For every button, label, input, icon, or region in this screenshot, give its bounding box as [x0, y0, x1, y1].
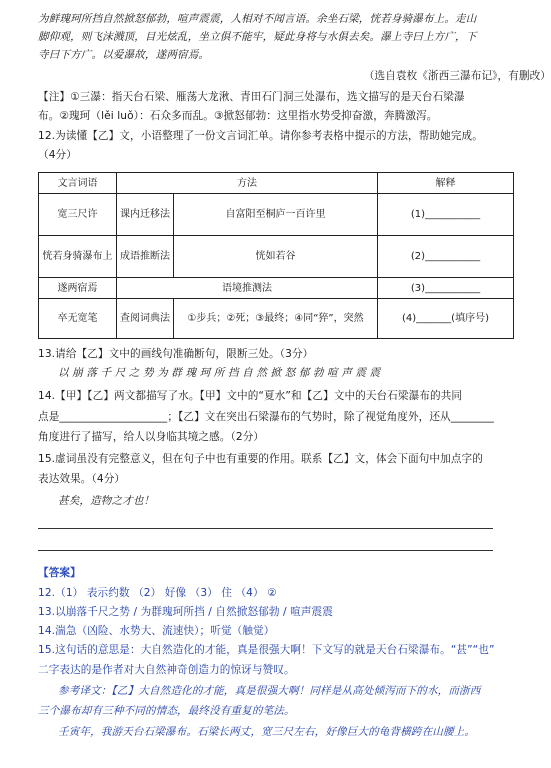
- question-15-quote: 甚矣，造物之才也！: [58, 495, 155, 507]
- answer-15: 二字表达的是作者对大自然神奇创造力的惊讶与赞叹。: [38, 664, 295, 676]
- table-row: [39, 194, 514, 236]
- answer-13: 13.以崩落千尺之势 / 为群瑰珂所挡 / 自然掀怒郁勃 / 喧声震震: [38, 606, 333, 618]
- table-row: [39, 236, 514, 278]
- answer-blank[interactable]: (3)___________: [378, 278, 514, 299]
- table-header-row: [39, 173, 514, 194]
- vocabulary-table: [38, 172, 514, 339]
- answer-blank[interactable]: (2)___________: [378, 236, 514, 278]
- answer-blank[interactable]: (1)___________: [378, 194, 514, 236]
- table-cell-method: 语境推测法: [117, 278, 378, 299]
- table-cell-word: 卒无宽笔: [39, 299, 117, 339]
- passage-line: 脚仰观，则飞沫溅顶，目光炫乱，坐立俱不能牢，疑此身将与水俱去矣。瀑上寺曰上方广，下: [38, 31, 477, 43]
- question-12-points: （4分）: [38, 149, 77, 161]
- table-header: 方法: [117, 173, 378, 194]
- table-cell-method: 课内迁移法: [117, 194, 174, 236]
- question-15-line: 表达效果。（4分）: [38, 473, 126, 485]
- table-header: 解释: [378, 173, 514, 194]
- table-header: 文言词语: [39, 173, 117, 194]
- note-line: 【注】①三瀑：指天台石梁、雁荡大龙湫、青田石门洞三处瀑布，选文描写的是天台石梁瀑: [38, 91, 465, 103]
- translation-line: 参考译文：【乙】大自然造化的才能，真是很强大啊！同样是从高处倾泻而下的水，而浙西: [58, 685, 481, 697]
- question-15-line: 15.虚词虽没有完整意义，但在句子中也有重要的作用。联系【乙】文，体会下面句中加点字的: [38, 453, 483, 465]
- answer-15: 15.这句话的意思是：大自然造化的才能，真是很强大啊！下文写的就是天台石梁瀑布。“甚”“也”: [38, 644, 495, 656]
- question-12-stem: 12.为读懂【乙】文，小语整理了一份文言词汇单。请你参考表格中提示的方法，帮助她完成。: [38, 130, 483, 142]
- question-14-line[interactable]: 点是____________________；【乙】文在突出石梁瀑布的气势时，除了视觉角度外，还从________: [38, 411, 494, 423]
- table-cell-word: 宽三尺许: [39, 194, 117, 236]
- answer-writing-line[interactable]: [38, 550, 493, 551]
- translation-line: 壬寅年，我游天台石梁瀑布。石梁长两丈，宽三尺左右，好像巨大的龟背横跨在山腰上。: [58, 726, 476, 738]
- table-cell-example: ①步兵；②死；③最终；④同“猝”，突然: [174, 299, 378, 339]
- answer-12: 12.（1） 表示约数 （2） 好像 （3） 住 （4） ②: [38, 587, 277, 599]
- answer-blank[interactable]: (4)_______(填序号): [378, 299, 514, 339]
- table-cell-example: 自富阳至桐庐一百许里: [174, 194, 378, 236]
- table-row: [39, 278, 514, 299]
- answer-heading: 【答案】: [38, 567, 81, 579]
- table-row: [39, 299, 514, 339]
- table-cell-method: 成语推断法: [117, 236, 174, 278]
- note-line: 布。②瑰珂（lěi luǒ）：石众多而乱。③掀怒郁勃：这里指水势受抑奋激，奔腾激泻。: [38, 110, 438, 122]
- passage-line: 寺曰下方广。以爱瀑故，遂两宿焉。: [38, 49, 210, 61]
- question-14-line: 角度进行了描写，给人以身临其境之感。（2分）: [38, 431, 265, 443]
- answer-writing-line[interactable]: [38, 528, 493, 529]
- table-cell-word: 遂两宿焉: [39, 278, 117, 299]
- passage-source: （选自袁枚《浙西三瀑布记》，有删改）: [363, 70, 551, 82]
- question-13-stem: 13.请给【乙】文中的画线句准确断句，限断三处。（3分）: [38, 348, 314, 360]
- table-cell-method: 查阅词典法: [117, 299, 174, 339]
- translation-line: 三个瀑布却有三种不同的情态，最终没有重复的笔法。: [38, 705, 295, 717]
- table-cell-word: 恍若身骑瀑布上: [39, 236, 117, 278]
- question-13-sentence: 以 崩 落 千 尺 之 势 为 群 瑰 珂 所 挡 自 然 掀 怒 郁 勃 喧 声 震 震: [58, 367, 381, 379]
- passage-line: 为鲜瑰珂所挡自然掀怒郁勃，喧声震震，人相对不闻言语。余坐石梁，恍若身骑瀑布上。走山: [38, 13, 477, 25]
- answer-14: 14.湍急（凶险、水势大、流速快）；听觉（触觉）: [38, 625, 275, 637]
- table-cell-example: 恍如若谷: [174, 236, 378, 278]
- question-14-line: 14.【甲】【乙】两文都描写了水。【甲】文中的“夏水”和【乙】文中的天台石梁瀑布的共同: [38, 390, 463, 402]
